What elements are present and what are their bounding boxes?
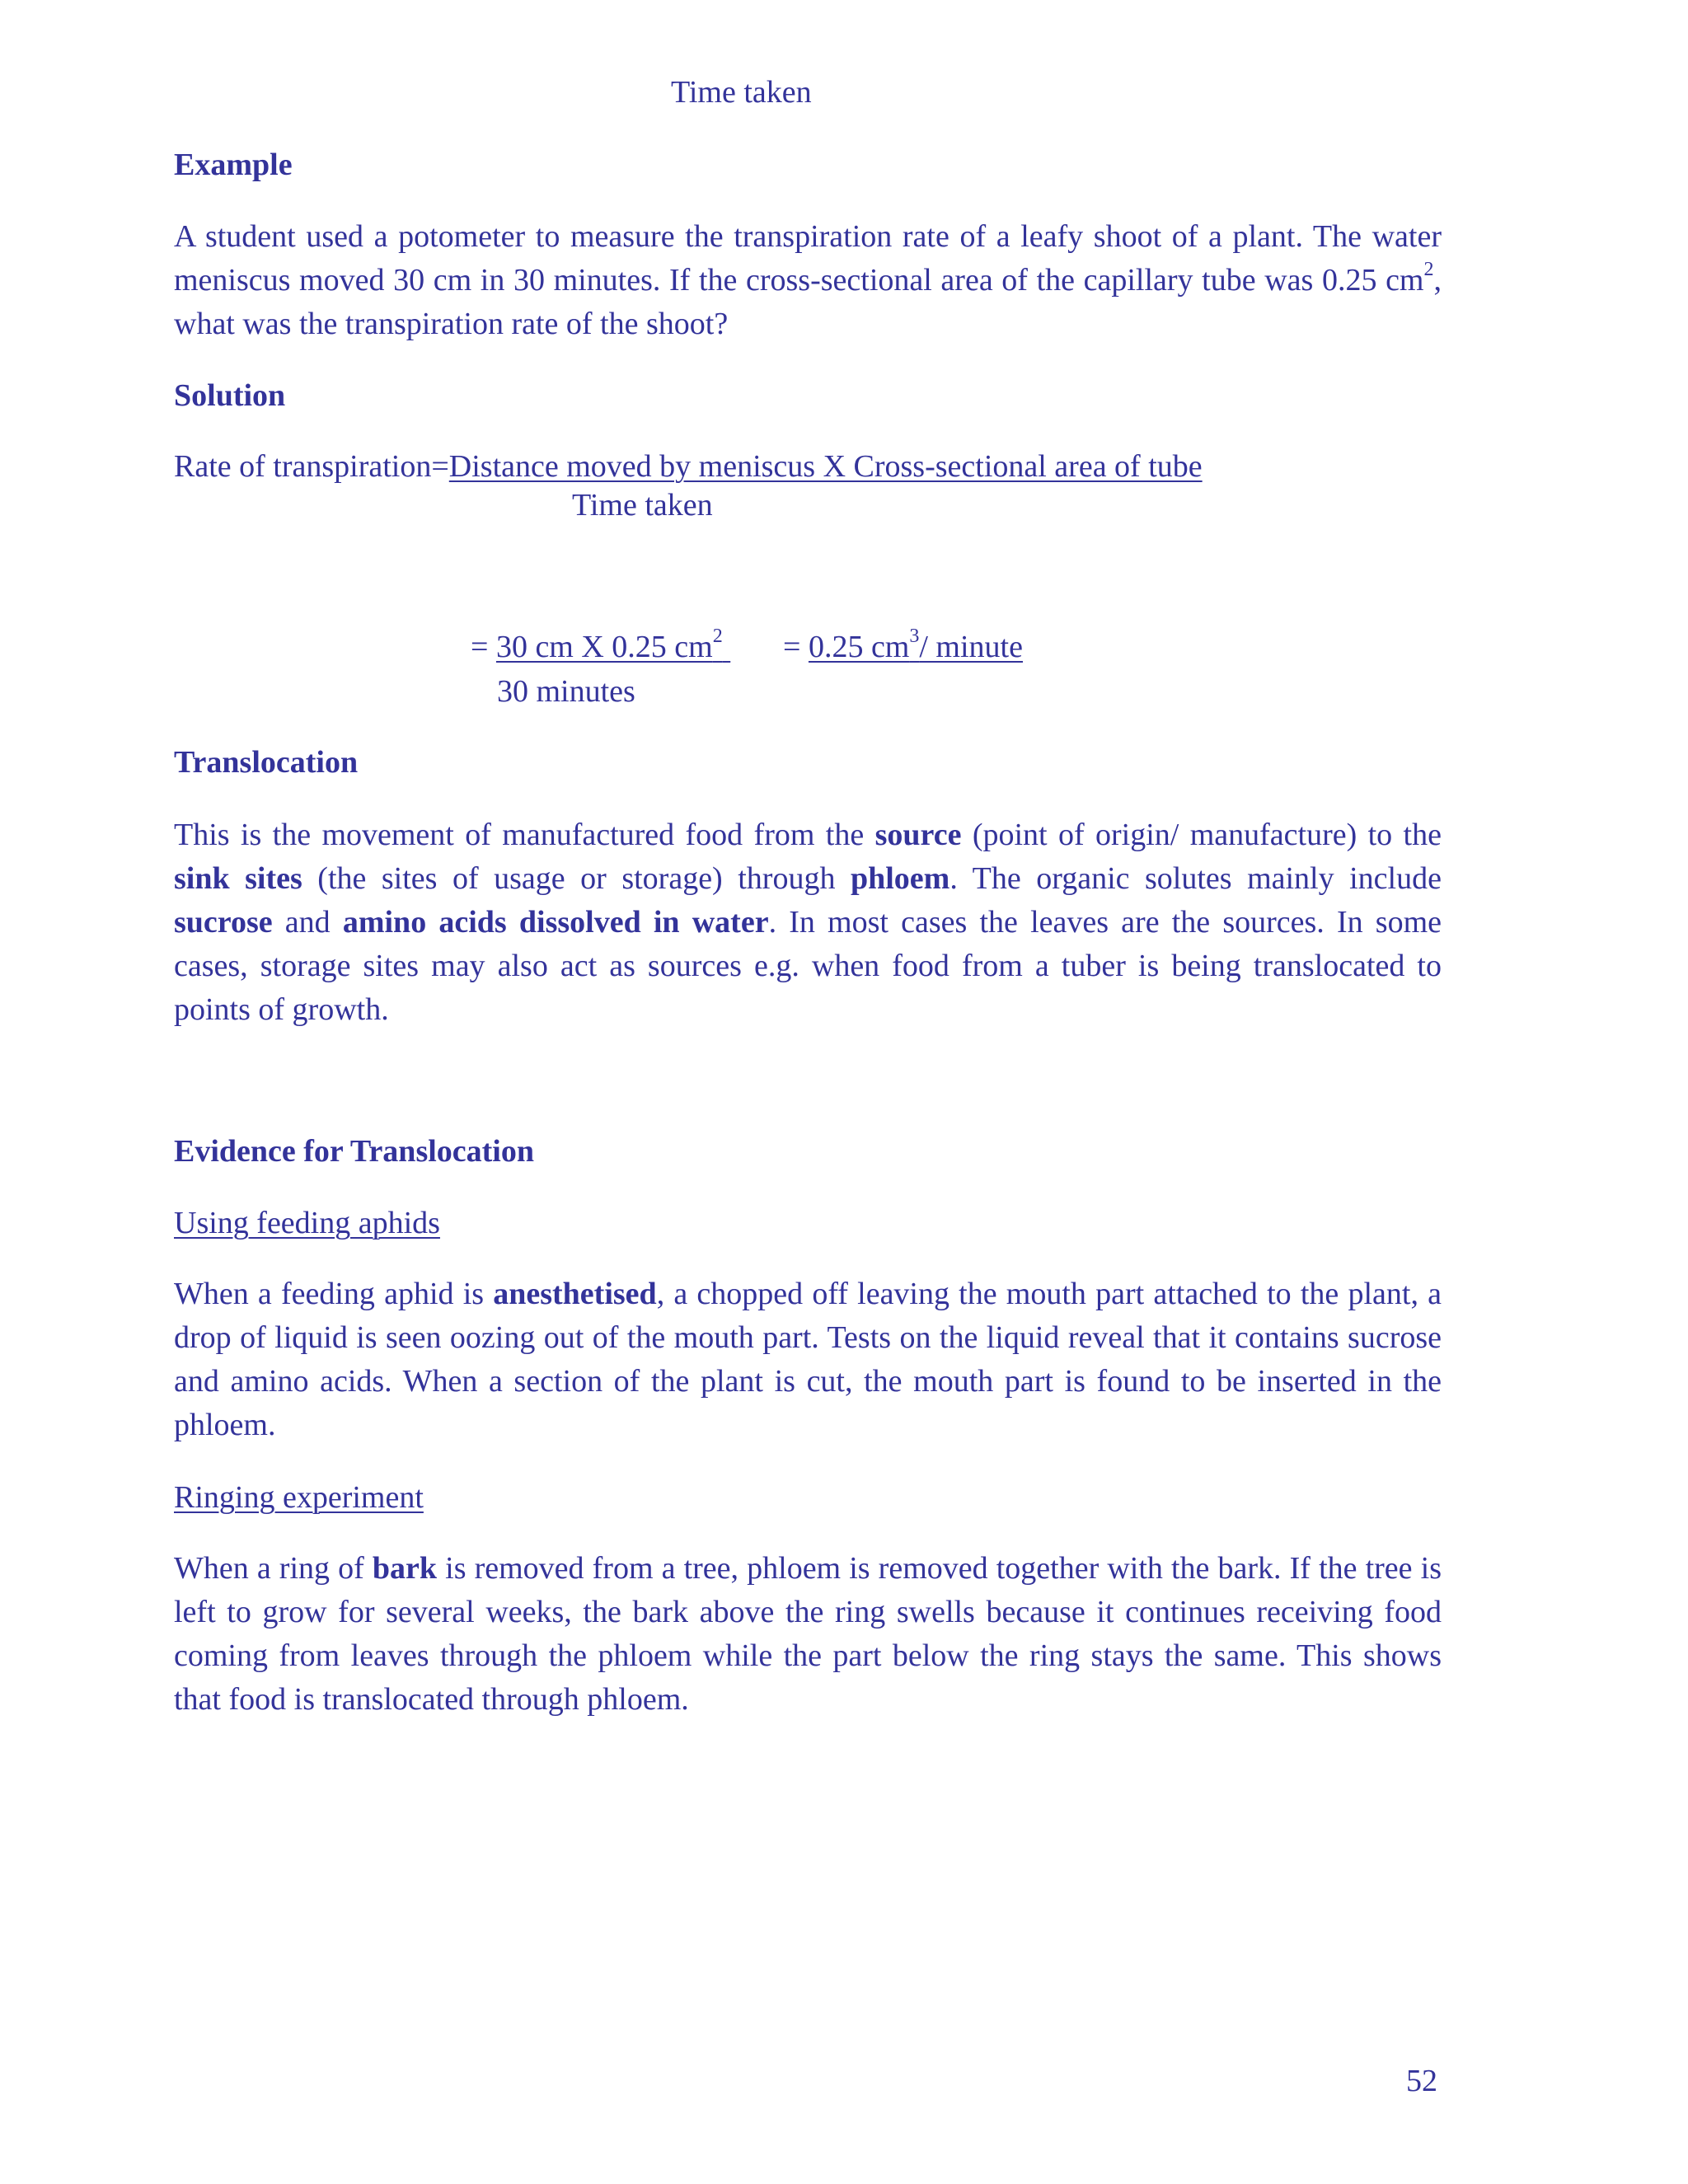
aphids-text-2: , a chopped off leaving the mouth part attached to the plant, a drop of liquid is seen oozing out of the mouth part. Tests on the liquid reveal that it contains sucrose and amino acids. When a section of the plant is cut, the mouth part is found to be inserted in the phloem. (174, 1277, 1442, 1442)
tr-text-1: This is the movement of manufactured food from the (174, 818, 875, 852)
result-value (808, 626, 1023, 664)
result-b: / minute (919, 630, 1023, 664)
aphids-text-1: When a feeding aphid is (174, 1277, 494, 1311)
solution-formula (174, 445, 1203, 489)
result-equals: = (783, 630, 801, 664)
example-sup: 2 (1423, 259, 1434, 280)
example-text-end: , what was the transpiration rate of the shoot? (174, 263, 1442, 341)
calc-result (783, 626, 1023, 669)
calc-line (471, 626, 730, 669)
ringing-bold-bark: bark (372, 1551, 438, 1586)
translocation-heading: Translocation (174, 745, 359, 780)
tr-text-5: and (272, 905, 343, 940)
tr-text-3: (the sites of usage or storage) through (302, 861, 851, 896)
aphids-subheading: Using feeding aphids (174, 1206, 440, 1240)
formula-label: Rate of transpiration= (174, 449, 449, 484)
tr-bold-phloem: phloem (850, 861, 950, 896)
calc-numerator-text: 30 cm X 0.25 cm (495, 630, 713, 664)
tr-text-6: . In most cases the leaves are the sources. In some cases, storage sites may also act as sources e.g. when food from a tuber is being translocated to points of growth. (174, 905, 1442, 1027)
aphids-paragraph (174, 1272, 1442, 1447)
tr-bold-amino-acids: amino acids dissolved in water (342, 905, 769, 940)
formula-numerator: Distance moved by meniscus X Cross-sectional area of tube (448, 449, 1203, 484)
tr-text-4: . The organic solutes mainly include (950, 861, 1442, 896)
ringing-text-1: When a ring of (174, 1551, 373, 1586)
top-fragment: Time taken (671, 75, 812, 110)
ringing-text-2: is removed from a tree, phloem is removed together with the bark. If the tree is left to grow for several weeks, the bark above the ring swells because it continues receiving food coming from leaves through the phloem while the part below the ring stays the same. This shows that food is translocated through phloem. (174, 1551, 1442, 1717)
translocation-paragraph (174, 813, 1442, 1032)
tr-bold-sucrose: sucrose (174, 905, 273, 940)
page-number: 52 (1406, 2064, 1437, 2098)
formula-denominator: Time taken (572, 488, 713, 523)
example-paragraph (174, 215, 1442, 346)
example-text: A student used a potometer to measure the transpiration rate of a leafy shoot of a plant. The water meniscus moved 30 cm in 30 minutes. If the cross-sectional area of the capillary tube was 0.25 cm (174, 219, 1442, 298)
ringing-paragraph (174, 1547, 1442, 1722)
result-sup: 3 (909, 626, 920, 647)
tr-text-2: (point of origin/ manufacture) to the (961, 818, 1442, 852)
result-a: 0.25 cm (808, 630, 910, 664)
calc-numerator (495, 626, 730, 664)
example-heading: Example (174, 148, 293, 182)
aphids-bold-anesthetised: anesthetised (493, 1277, 657, 1311)
evidence-heading: Evidence for Translocation (174, 1134, 534, 1169)
solution-heading: Solution (174, 378, 286, 413)
ringing-subheading: Ringing experiment (174, 1480, 424, 1515)
tr-bold-sink-sites: sink sites (174, 861, 302, 896)
calc-denominator: 30 minutes (497, 674, 635, 709)
calc-equals: = (471, 630, 489, 664)
calc-numerator-sup: 2 (712, 626, 723, 647)
tr-bold-source: source (874, 818, 962, 852)
